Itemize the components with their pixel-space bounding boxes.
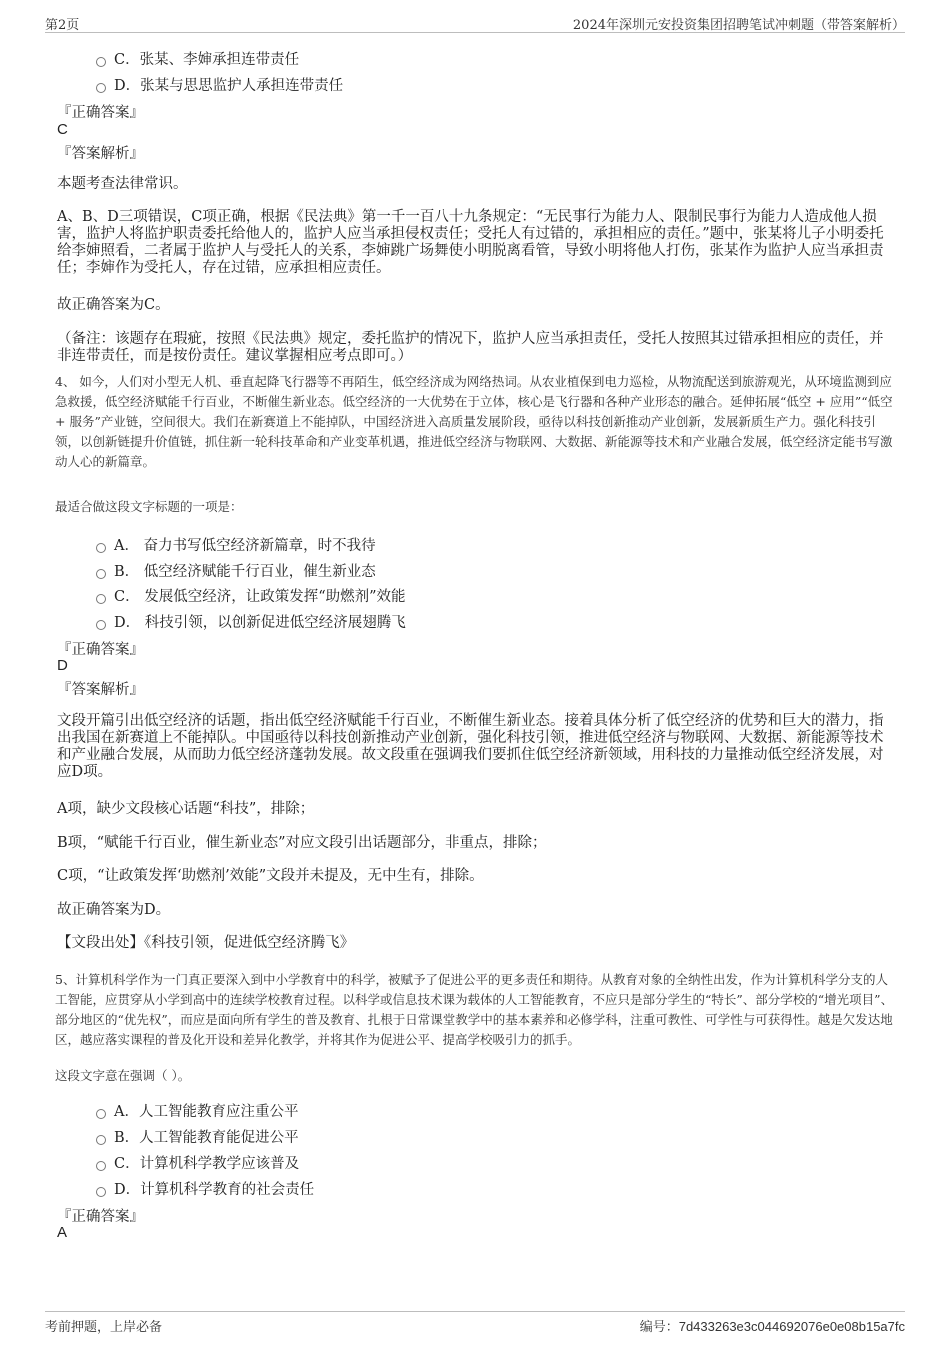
q5-option-c[interactable]: C．计算机科学教学应该普及 — [96, 1152, 299, 1173]
page-number: 第2页 — [45, 18, 80, 33]
radio-icon[interactable] — [96, 569, 106, 579]
document-title: 2024年深圳元安投资集团招聘笔试冲刺题（带答案解析） — [572, 18, 905, 33]
code-label: 编号： — [639, 1320, 679, 1335]
q4-analysis-label: 『答案解析』 — [57, 682, 144, 698]
q4-option-a[interactable]: A． 奋力书写低空经济新篇章，时不我待 — [96, 534, 376, 555]
q3-analysis-note: （备注：该题存在瑕疵，按照《民法典》规定，委托监护的情况下，监护人应当承担责任，受托人按照其过错承担相应的责任，并非连带责任，而是按份责任。建议掌握相应考点即可。） — [57, 331, 884, 364]
q3-answer-label: 『正确答案』 — [57, 105, 144, 121]
q4-analysis-p1: 文段开篇引出低空经济的话题，指出低空经济赋能千行百业，不断催生新业态。接着具体分析了低空经济的优势和巨大的潜力，指出我国在新赛道上不能掉队。中国亟待以科技创新推动产业创新，强化科技引领，推进低空经济与物联网、大数据、新能源等技术和产业融合发展，从而助力低空经济蓬勃发展。故文段重在强调我们要抓住低空经济新领域，用科技的力量推动低空经济发展，对应D项。 — [57, 713, 884, 780]
q3-analysis-p2: A、B、D三项错误，C项正确，根据《民法典》第一千一百八十九条规定：“无民事行为能力人、限制民事行为能力人造成他人损害，监护人将监护职责委托给他人的，监护人应当承担侵权责任；受托人有过错的，承担相应的责任。”题中，张某将儿子小明委托给李婶照看，二者属于监护人与受托人的关系，李婶跳广场舞使小明脱离看管，导致小明将他人打伤，张某作为监护人应当承担责任；李婶作为受托人，存在过错，应承担相应责任。 — [57, 209, 884, 276]
q5-option-d[interactable]: D．计算机科学教育的社会责任 — [96, 1178, 314, 1199]
q4-answer: D — [57, 657, 68, 674]
radio-icon[interactable] — [96, 1109, 106, 1119]
q3-option-c[interactable]: C．张某、李婶承担连带责任 — [96, 48, 299, 69]
q3-analysis-p3: 故正确答案为C。 — [57, 297, 170, 313]
q4-answer-label: 『正确答案』 — [57, 642, 144, 658]
q4-source: 【文段出处】《科技引领，促进低空经济腾飞》 — [57, 935, 355, 951]
radio-icon[interactable] — [96, 620, 106, 630]
code-value: 7d433263e3c044692076e0e08b15a7fc — [678, 1319, 905, 1334]
footer-slogan: 考前押题，上岸必备 — [45, 1320, 163, 1335]
radio-icon[interactable] — [96, 594, 106, 604]
radio-icon[interactable] — [96, 1187, 106, 1197]
radio-icon[interactable] — [96, 1135, 106, 1145]
q3-option-d[interactable]: D．张某与思思监护人承担连带责任 — [96, 74, 343, 95]
q3-analysis-p1: 本题考查法律常识。 — [57, 176, 188, 192]
q4-option-c[interactable]: C． 发展低空经济，让政策发挥“助燃剂”效能 — [96, 585, 406, 606]
radio-icon[interactable] — [96, 57, 106, 67]
q4-question-ask: 最适合做这段文字标题的一项是： — [55, 499, 243, 514]
q4-analysis-p5: 故正确答案为D。 — [57, 902, 171, 918]
q5-answer: A — [57, 1224, 68, 1241]
q4-analysis-p3: B项，“赋能千行百业，催生新业态”对应文段引出话题部分，非重点，排除； — [57, 835, 547, 851]
page-header — [45, 12, 905, 33]
q3-answer: C — [57, 121, 68, 138]
q5-option-a[interactable]: A．人工智能教育应注重公平 — [96, 1100, 298, 1121]
q4-option-d[interactable]: D． 科技引领，以创新促进低空经济展翅腾飞 — [96, 611, 406, 632]
page-footer — [45, 1311, 905, 1338]
q3-analysis-label: 『答案解析』 — [57, 146, 144, 162]
q5-answer-label: 『正确答案』 — [57, 1209, 144, 1225]
radio-icon[interactable] — [96, 543, 106, 553]
q4-option-b[interactable]: B． 低空经济赋能千行百业，催生新业态 — [96, 560, 376, 581]
radio-icon[interactable] — [96, 83, 106, 93]
q4-analysis-p4: C项，“让政策发挥‘助燃剂’效能”文段并未提及，无中生有，排除。 — [57, 868, 484, 884]
radio-icon[interactable] — [96, 1161, 106, 1171]
document-code — [640, 1316, 905, 1335]
q5-question-text: 5、计算机科学作为一门真正要深入到中小学教育中的科学，被赋予了促进公平的更多责任和期待。从教育对象的全纳性出发，作为计算机科学分支的人工智能，应贯穿从小学到高中的连续学校教育过程。以科学或信息技术课为载体的人工智能教育，不应只是部分学生的“特长”、部分学校的“增光项目”、部分地区的“优先权”，而应是面向所有学生的普及教育、扎根于日常课堂教学中的基本素养和必修学科，注重可教性、可学性与可获得性。越是欠发达地区，越应落实课程的普及化开设和差异化教学，并将其作为促进公平、提高学校吸引力的抓手。 — [55, 972, 894, 1047]
q4-analysis-p2: A项，缺少文段核心话题“科技”，排除； — [57, 801, 315, 817]
q5-option-b[interactable]: B．人工智能教育能促进公平 — [96, 1126, 299, 1147]
q4-question-text: 4、 如今，人们对小型无人机、垂直起降飞行器等不再陌生，低空经济成为网络热词。从农业植保到电力巡检，从物流配送到旅游观光，从环境监测到应急救援，低空经济赋能千行百业，不断催生新业态。低空经济的一大优势在于立体，核心是飞行器和各种产业形态的融合。延伸拓展“低空 + 应用”“低空 + 服务”产业链，空间很大。我们在新赛道上不能掉队，中国经济进入高质量发展阶段，亟待以科技创新推动产业创新，发展新质生产力。强化科技引领，以创新链提升价值链，抓住新一轮科技革命和产业变革机遇，推进低空经济与物联网、大数据、新能源等技术和产业融合发展，低空经济定能书写激动人心的新篇章。 — [55, 374, 893, 469]
q5-question-ask: 这段文字意在强调（ ）。 — [55, 1068, 191, 1083]
